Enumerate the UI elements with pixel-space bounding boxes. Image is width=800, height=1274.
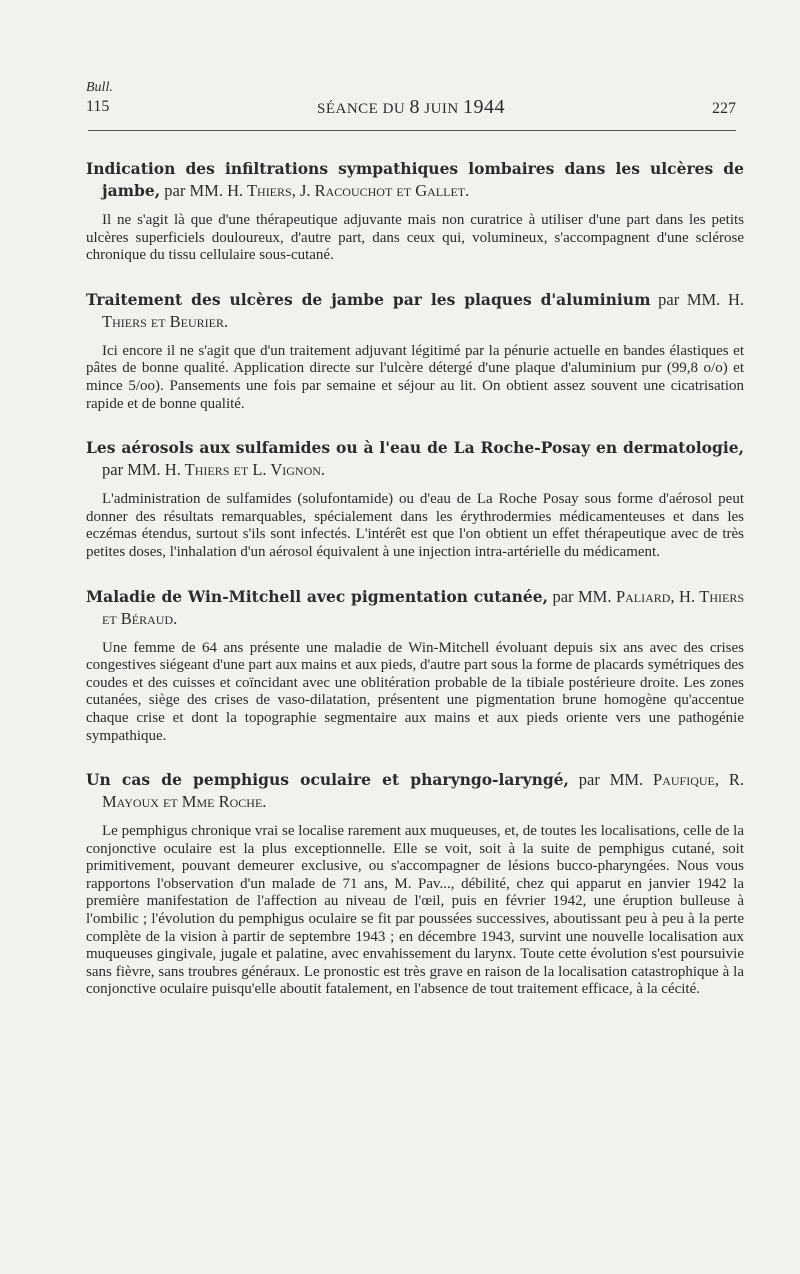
article-heading: [86, 586, 744, 630]
article-par: par MM.: [164, 181, 223, 200]
article-authors: Paliard, H. Thiers et Béraud.: [102, 586, 745, 628]
article-par: par MM.: [578, 770, 644, 790]
bulletin-abbrev: Bull.: [86, 80, 113, 95]
article-title: Un cas de pemphigus oculaire et pharyngo-laryngé,: [86, 770, 569, 790]
articles: [86, 158, 744, 1023]
article-title: Indication des infiltrations sympathiques lombaires dans les ulcères de jambe,: [86, 159, 744, 200]
page-number-left: 115: [86, 98, 110, 115]
running-year: 1944: [463, 96, 505, 118]
article-text: Une femme de 64 ans présente une maladie de Win-Mitchell évoluant depuis six ans avec des crises congestives siégeant d'une part aux mains et aux pieds, d'autre part sous la forme de placards symétriques des coudes et des cuisses et coïncidant avec une oblitération probable de la tibiale postérieure droite. Les zones cutanées, siège des crises de vaso-dilatation, présentent une pigmentation brune homogène qu'accentue chaque crise et dont la topographie segmentaire aux mains et aux pieds oriente vers une pathogénie sympathique.: [86, 639, 744, 744]
article: [86, 289, 744, 413]
article-text: Il ne s'agit là que d'une thérapeutique adjuvante mais non curatrice à utiliser d'une part dans les petits ulcères superficiels douloureux, d'autre part, dans ceux qui, volumineux, s'accompagnent d'une sclérose chronique du tissu cellulaire sous-cutané.: [86, 212, 744, 264]
header-rule: [88, 130, 736, 131]
article-heading: [86, 437, 744, 481]
article-authors: H. Thiers, J. Racouchot et Gallet.: [227, 181, 470, 200]
article-text: Le pemphigus chronique vrai se localise rarement aux muqueuses, et, de toutes les localisations, celle de la conjonctive oculaire est la plus exceptionnelle. Elle se voit, soit à la suite de pemphigus cutané, soit primitivement, pouvant demeurer exclusive, ou s'accompagner de lésions bucco-pharyngées. Nous vous rapportons l'observation d'un malade de 71 ans, M. Pav..., débilité, chez qui apparut en janvier 1942 la première manifestation de l'affection au niveau de l'œil, puis en février 1942, une éruption bulleuse à l'ombilic ; l'évolution du pemphigus oculaire se fit par poussées successives, aboutissant peu à peu à la perte complète de la vision à partir de septembre 1943 ; en décembre 1943, survint une nouvelle localisation aux muqueuses gingivale, jugale et palatine, avec envahissement du larynx. Toute cette évolution s'est poursuivie sans fièvre, sans troubres généraux. Le pronostic est très grave en raison de la localisation catastrophique à la conjonctive oculaire puisqu'elle aboutit fatalement, en l'absence de tout traitement efficace, à la cécité.: [86, 823, 744, 998]
article-authors: H. Thiers et L. Vignon.: [164, 460, 326, 480]
article: [86, 769, 744, 999]
running-title: [86, 96, 736, 119]
article-par: par MM.: [658, 289, 721, 309]
article: [86, 586, 744, 746]
article-authors: H. Thiers et Beurier.: [102, 289, 744, 331]
article-par: par MM.: [552, 586, 612, 606]
page-number-right: 227: [712, 100, 736, 117]
article-text: L'administration de sulfamides (solufontamide) ou d'eau de La Roche Posay sous forme d'aérosol peut donner des résultats remarquables, spécialement dans les érythrodermies médicamenteuses et dans les eczémas étendus, surtout s'ils sont infectés. L'intérêt est que l'on obtient un effet thérapeutique avec de très petites doses, l'inhalation d'un aérosol équivalent à une injection intra-artérielle du médicament.: [86, 491, 744, 560]
article-title: Maladie de Win-Mitchell avec pigmentation cutanée,: [86, 586, 548, 606]
running-day: 8: [409, 96, 420, 118]
running-header: [86, 96, 736, 120]
article-heading: [86, 289, 744, 333]
running-prefix: SÉANCE DU: [316, 101, 406, 117]
article-text: Ici encore il ne s'agit que d'un traitement adjuvant légitimé par la pénurie actuelle en bandes élastiques et pâtes de bonne qualité. Application directe sur l'ulcère détergé d'une plaque d'aluminium pur (99,8 o/o) et mince 5/oo). Pansements une fois par semaine et séjour au lit. On obtient assez souvent une cicatrisation rapide et de bonne qualité.: [86, 342, 744, 412]
running-month: JUIN: [424, 101, 459, 117]
article-title: Les aérosols aux sulfamides ou à l'eau de La Roche-Posay en dermatologie,: [86, 438, 744, 458]
article-par: par MM.: [102, 460, 161, 480]
article-heading: [86, 158, 744, 202]
article-heading: [86, 769, 744, 813]
article-title: Traitement des ulcères de jambe par les plaques d'aluminium: [86, 289, 651, 309]
article: [86, 437, 744, 561]
article-authors: Paufique, R. Mayoux et Mme Roche.: [102, 770, 744, 812]
article: [86, 158, 744, 265]
